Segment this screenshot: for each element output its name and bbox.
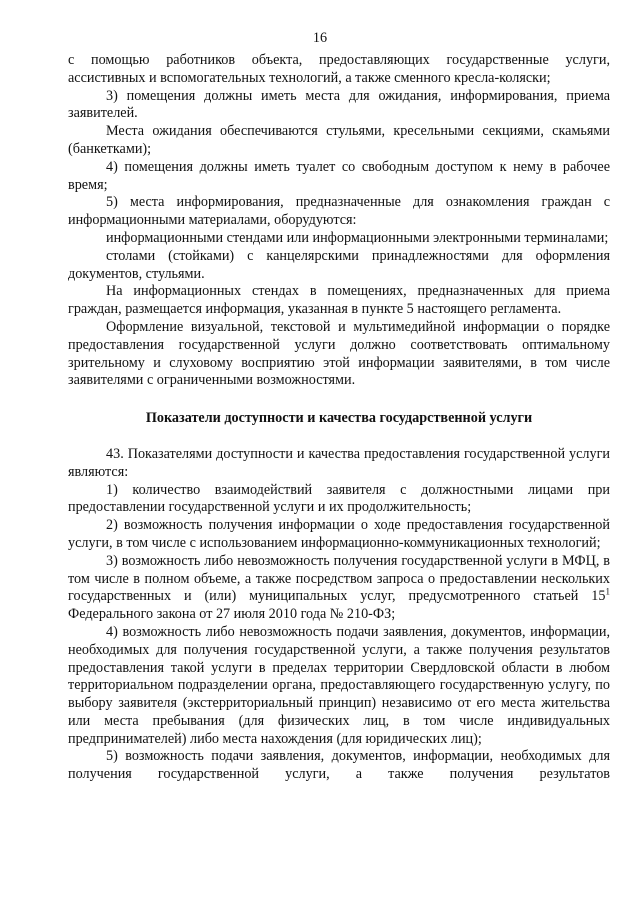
paragraph-item-4: 4) помещения должны иметь туалет со свободным доступом к нему в рабочее время;: [68, 158, 610, 193]
list-item-4: 4) возможность либо невозможность подачи заявления, документов, информации, необходимых для получения государственной услуги, а также получения результатов предоставления такой услуги в пределах территории Свердловской области в любом территориальном подразделении органа, предоставляющего государственную услугу, по выбору заявителя (экстерриториальный принцип) независимо от его места жительства или места пребывания (для физических лиц, в том числе индивидуальных предпринимателей) либо места нахождения (для юридических лиц);: [68, 623, 610, 747]
paragraph-waiting-places: Места ожидания обеспечиваются стульями, кресельными секциями, скамьями (банкетками);: [68, 123, 610, 157]
paragraph-continuation: с помощью работников объекта, предоставляющих государственные услуги, ассистивных и вспомогательных технологий, а также сменного кресла-коляски;: [68, 52, 610, 86]
paragraph-design: Оформление визуальной, текстовой и мультимедийной информации о порядке предоставления государственной услуги должно соответствовать оптимальному зрительному и слуховому восприятию этой информации заявителями, в том числе заявителями с ограниченными возможностями.: [68, 318, 610, 389]
list-item-5: 5) возможность подачи заявления, документов, информации, необходимых для получения государственной услуги, а также получения результатов: [68, 748, 610, 783]
paragraph-item-5: 5) места информирования, предназначенные для ознакомления граждан с информационными материалами, оборудуются:: [68, 194, 610, 229]
page-number: 16: [312, 30, 328, 46]
paragraph-item-3: 3) помещения должны иметь места для ожидания, информирования, приема заявителей.: [68, 87, 610, 122]
paragraph-tables: столами (стойками) с канцелярскими принадлежностями для оформления документов, стульями.: [68, 247, 610, 282]
paragraph-43: 43. Показателями доступности и качества предоставления государственной услуги являются:: [68, 445, 610, 480]
superscript: 1: [605, 586, 610, 597]
list-item-2: 2) возможность получения информации о ходе предоставления государственной услуги, в том числе с использованием информационно-коммуникационных технологий;: [68, 517, 610, 551]
section-heading: Показатели доступности и качества государственной услуги: [145, 410, 533, 427]
list-item-3-tail: Федерального закона от 27 июля 2010 года № 210-ФЗ;: [68, 606, 396, 623]
list-item-3: [68, 553, 610, 624]
list-item-3-text: 3) возможность либо невозможность получения государственной услуги в МФЦ, в том числе в полном объеме, а также посредством запроса о предоставлении нескольких государственных и (или) муниципальных услуг, предусмотренного статьей 15: [68, 552, 610, 605]
list-item-1: 1) количество взаимодействий заявителя с должностными лицами при предоставлении государственной услуги и их продолжительность;: [68, 481, 610, 516]
paragraph-info-placement: На информационных стендах в помещениях, предназначенных для приема граждан, размещается информация, указанная в пункте 5 настоящего регламента.: [68, 283, 610, 318]
paragraph-info-stands: информационными стендами или информационными электронными терминалами;: [106, 229, 609, 246]
page-content: [68, 52, 610, 784]
